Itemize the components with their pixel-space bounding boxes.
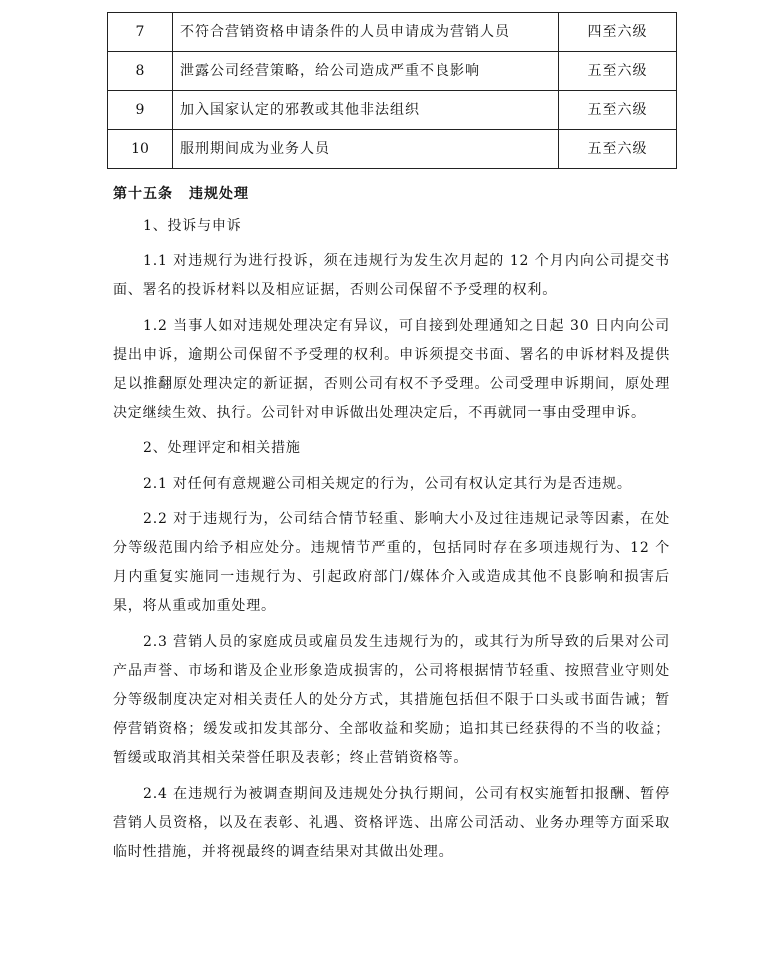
violation-level-table: [107, 12, 677, 169]
table-row: [108, 52, 677, 91]
row-penalty-level: 四至六级: [559, 13, 677, 52]
row-description: 不符合营销资格申请条件的人员申请成为营销人员: [173, 13, 559, 52]
clause-2-2: 2.2 对于违规行为，公司结合情节轻重、影响大小及过往违规记录等因素，在处分等级范围内给予相应处分。违规情节严重的，包括同时存在多项违规行为、12 个月内重复实施同一违规行为、引起政府部门/媒体介入或造成其他不良影响和损害后果，将从重或加重处理。: [113, 510, 670, 615]
section-heading-measures: 2、处理评定和相关措施: [143, 440, 301, 457]
clause-2-4: 2.4 在违规行为被调查期间及违规处分执行期间，公司有权实施暂扣报酬、暂停营销人员资格，以及在表彰、礼遇、资格评选、出席公司活动、业务办理等方面采取临时性措施，并将视最终的调查结果对其做出处理。: [113, 785, 670, 861]
article-heading: [113, 183, 249, 203]
clause-1-1: 1.1 对违规行为进行投诉，须在违规行为发生次月起的 12 个月内向公司提交书面、署名的投诉材料以及相应证据，否则公司保留不予受理的权利。: [113, 253, 670, 299]
row-number: 10: [108, 130, 173, 169]
row-number: 9: [108, 91, 173, 130]
row-number: 7: [108, 13, 173, 52]
clause-2-1: 2.1 对任何有意规避公司相关规定的行为，公司有权认定其行为是否违规。: [143, 475, 632, 492]
article-title: 违规处理: [189, 186, 249, 202]
row-description: 泄露公司经营策略，给公司造成严重不良影响: [173, 52, 559, 91]
row-penalty-level: 五至六级: [559, 91, 677, 130]
table-row: [108, 13, 677, 52]
row-penalty-level: 五至六级: [559, 130, 677, 169]
article-body: [113, 212, 670, 873]
clause-1-2: 1.2 当事人如对违规处理决定有异议，可自接到处理通知之日起 30 日内向公司提出申诉，逾期公司保留不予受理的权利。申诉须提交书面、署名的申诉材料及提供足以推翻原处理决定的新证据，否则公司有权不予受理。公司受理申诉期间，原处理决定继续生效、执行。公司针对申诉做出处理决定后，不再就同一事由受理申诉。: [113, 317, 670, 422]
article-number: 第十五条: [113, 186, 173, 202]
table-row: [108, 130, 677, 169]
section-heading-complaints: 1、投诉与申诉: [143, 218, 242, 234]
row-description: 服刑期间成为业务人员: [173, 130, 559, 169]
clause-2-3: 2.3 营销人员的家庭成员或雇员发生违规行为的，或其行为所导致的后果对公司产品声誉、市场和谐及企业形象造成损害的，公司将根据情节轻重、按照营业守则处分等级制度决定对相关责任人的处分方式，其措施包括但不限于口头或书面告诫；暂停营销资格；缓发或扣发其部分、全部收益和奖励；追扣其已经获得的不当的收益；暂缓或取消其相关荣誉任职及表彰；终止营销资格等。: [113, 633, 670, 767]
row-number: 8: [108, 52, 173, 91]
table-row: [108, 91, 677, 130]
row-description: 加入国家认定的邪教或其他非法组织: [173, 91, 559, 130]
row-penalty-level: 五至六级: [559, 52, 677, 91]
